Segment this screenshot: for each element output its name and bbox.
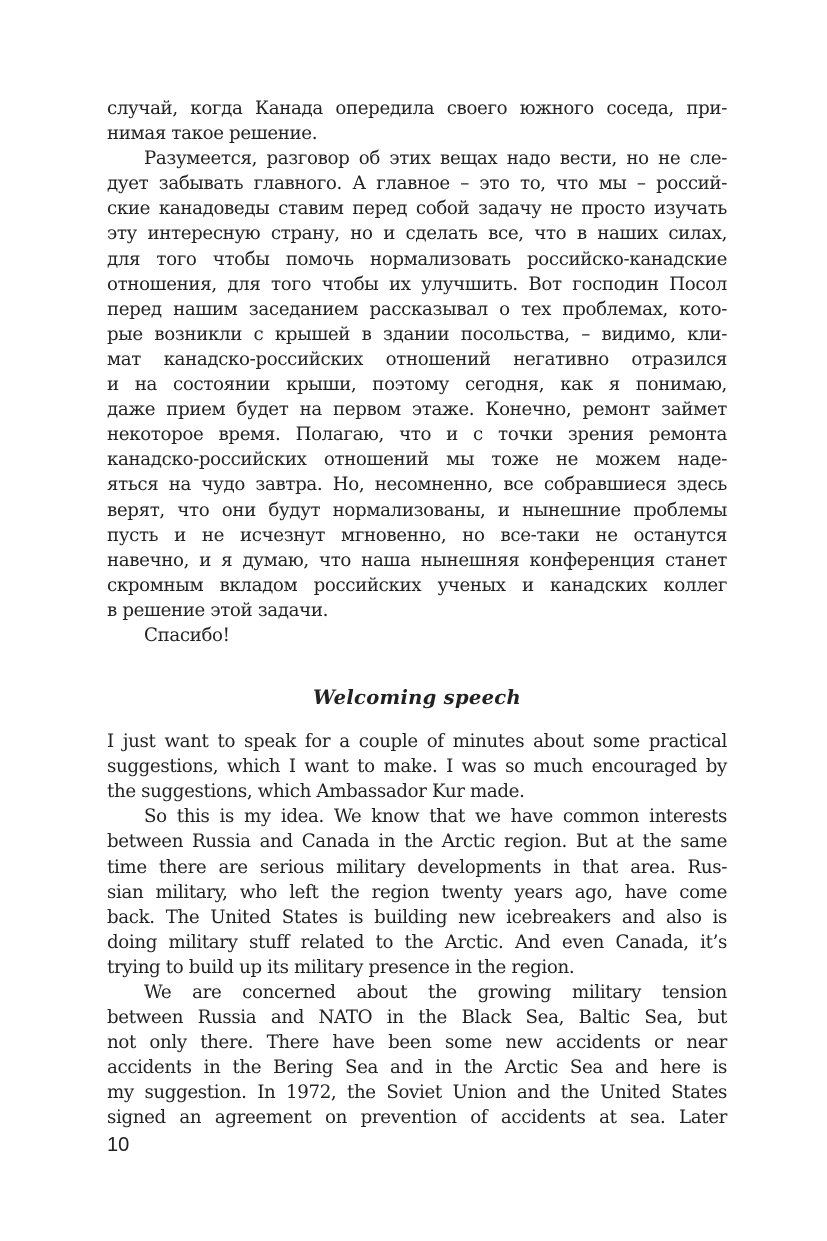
text-line: нимая такое решение. <box>107 123 318 145</box>
section-heading: Welcoming speech <box>313 686 521 710</box>
text-line: рые возникли с крышей в здании посольства, – видимо, кли- <box>107 323 727 345</box>
text-line: эту интересную страну, но и сделать все, что в наших силах, <box>107 223 727 245</box>
text-line: trying to build up its military presence in the region. <box>107 956 575 978</box>
paragraph <box>107 96 727 146</box>
text-line: яться на чудо завтра. Но, несомненно, все собравшиеся здесь <box>107 474 727 496</box>
text-line: дует забывать главного. А главное – это то, что мы – россий- <box>107 173 727 195</box>
text-line: Спасибо! <box>144 624 230 646</box>
text-line: signed an agreement on prevention of accidents at sea. Later <box>107 1107 727 1129</box>
paragraph <box>107 980 727 1131</box>
text-line: not only there. There have been some new accidents or near <box>107 1032 727 1054</box>
paragraph <box>107 729 727 804</box>
text-line: и на состоянии крыши, поэтому сегодня, как я понимаю, <box>107 374 727 396</box>
text-line: верят, что они будут нормализованы, и нынешние проблемы <box>107 499 727 521</box>
text-line: скромным вкладом российских ученых и канадских коллег <box>107 574 727 596</box>
text-line: перед нашим заседанием рассказывал о тех проблемах, кото- <box>107 298 727 320</box>
text-line: даже прием будет на первом этаже. Конечно, ремонт займет <box>107 399 727 421</box>
text-line: back. The United States is building new icebreakers and also is <box>107 906 727 928</box>
text-line: ские канадоведы ставим перед собой задачу не просто изучать <box>107 198 727 220</box>
text-line: suggestions, which I want to make. I was so much encouraged by <box>107 756 727 778</box>
english-section <box>107 729 727 1131</box>
text-line: doing military stuff related to the Arctic. And even Canada, it’s <box>107 931 727 953</box>
text-line: пусть и не исчезнут мгновенно, но все-таки не останутся <box>107 524 727 546</box>
book-page <box>107 96 727 1131</box>
text-line: between Russia and Canada in the Arctic region. But at the same <box>107 831 727 853</box>
page-number: 10 <box>107 1134 130 1156</box>
text-line: my suggestion. In 1972, the Soviet Union and the United States <box>107 1082 727 1104</box>
paragraph <box>107 146 727 623</box>
text-line: So this is my idea. We know that we have common interests <box>144 806 727 828</box>
text-line: I just want to speak for a couple of minutes about some practical <box>107 731 727 753</box>
paragraph <box>107 623 727 648</box>
text-line: канадско-российских отношений мы тоже не можем наде- <box>107 449 727 471</box>
text-line: мат канадско-российских отношений негативно отразился <box>107 348 727 370</box>
text-line: некоторое время. Полагаю, что и с точки зрения ремонта <box>107 424 727 446</box>
text-line: Разумеется, разговор об этих вещах надо вести, но не сле- <box>144 148 727 170</box>
text-line: between Russia and NATO in the Black Sea, Baltic Sea, but <box>107 1007 727 1029</box>
text-line: отношения, для того чтобы их улучшить. Вот господин Посол <box>107 273 727 295</box>
russian-section <box>107 96 727 648</box>
text-line: We are concerned about the growing military tension <box>144 982 727 1003</box>
text-line: time there are serious military developments in that area. Rus- <box>107 856 727 878</box>
text-line: для того чтобы помочь нормализовать российско-канадские <box>107 248 727 270</box>
text-line: the suggestions, which Ambassador Kur made. <box>107 781 525 803</box>
text-line: sian military, who left the region twenty years ago, have come <box>107 881 727 903</box>
text-line: accidents in the Bering Sea and in the Arctic Sea and here is <box>107 1057 727 1079</box>
text-line: случай, когда Канада опередила своего южного соседа, при- <box>107 98 727 119</box>
text-line: навечно, и я думаю, что наша нынешняя конференция станет <box>107 549 727 571</box>
text-line: в решение этой задачи. <box>107 599 329 621</box>
paragraph <box>107 804 727 980</box>
